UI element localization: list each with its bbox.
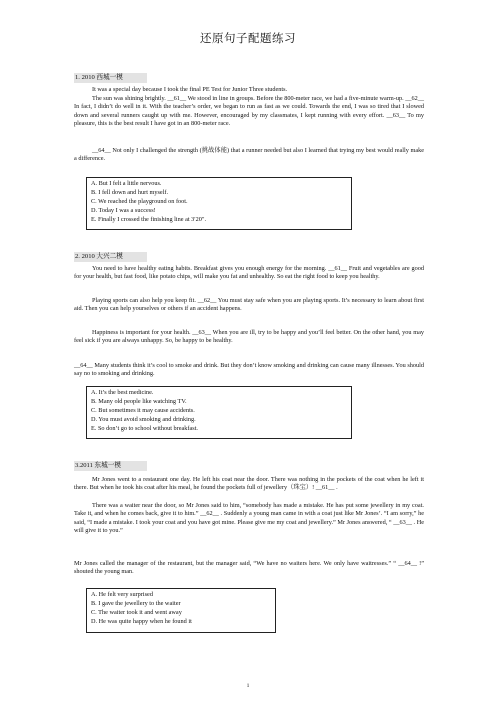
section-2-paragraph-1: You need to have healthy eating habits. Breakfast gives you enough energy for the morning. __61__ Fruit and vegetables are good for your health, but fast food, like potato chips, will make you fat and unhealthy. So eat the right food to keep you healthy. [74, 265, 424, 281]
section-1-paragraph-2: The sun was shining brightly. __61__ We stood in line in groups. Before the 800-meter race, we had a five-minute warm-up. __62__ In fact, I didn’t do well in it. With the teacher’s order, we began to run as fast as we could. Towards the end, I was so tired that I slowed down and several runners caught up with me. However, encouraged by my classmates, I kept running with every effort. __63__ To my pleasure, this is the best result I have got in an 800-meter race. [74, 95, 424, 128]
option-c: C. The waiter took it and went away [91, 608, 182, 616]
section-2-paragraph-4: __64__ Many students think it’s cool to smoke and drink. But they don’t know smoking and drinking can cause many illnesses. You should say no to smoking and drinking. [74, 362, 424, 378]
option-b: B. Many old people like watching TV. [91, 397, 187, 405]
option-a: A. It’s the best medicine. [91, 389, 154, 396]
option-a: A. But I felt a little nervous. [91, 180, 162, 187]
section-2-paragraph-3: Happiness is important for your health. __63__ When you are ill, try to be happy and you’ll feel better. On the other hand, you may feel sick if you are always unhappy. So, be happy to be healthy. [74, 329, 424, 345]
option-d: D. Today I was a success! [91, 206, 156, 214]
option-b: B. I fell down and hurt myself. [91, 188, 169, 196]
section-1-heading: 1. 2010 西城一模 [74, 73, 147, 83]
page-title: 还原句子配题练习 [200, 33, 296, 45]
section-3-options-box [86, 588, 276, 633]
option-e: E. Finally I crossed the finishing line at 3′20″. [91, 215, 207, 223]
option-c: C. But sometimes it may cause accidents. [91, 406, 195, 414]
section-1-options-box [86, 177, 352, 230]
option-d: D. He was quite happy when he found it [91, 617, 192, 625]
section-2-options-box [86, 386, 352, 439]
option-a: A. He felt very surprised [91, 591, 153, 598]
option-d: D. You must avoid smoking and drinking. [91, 415, 196, 423]
option-b: B. I gave the jewellery to the waiter [91, 599, 181, 607]
option-c: C. We reached the playground on foot. [91, 197, 188, 205]
section-3-heading: 3.2011 东城一模 [74, 461, 147, 471]
section-2-paragraph-2: Playing sports can also help you keep fit. __62__ You must stay safe when you are playing sports. It’s necessary to learn about first aid. Then you can help yourselves or others if an accident happens. [74, 297, 424, 313]
section-1-paragraph-1: It was a special day because I took the final PE Test for Junior Three students. [92, 86, 288, 93]
option-e: E. So don’t go to school without breakfast. [91, 424, 198, 432]
page-number: 1 [246, 683, 250, 689]
section-3-paragraph-2: There was a waiter near the door, so Mr Jones said to him, “somebody has made a mistake. He has put some jewellery in my coat. Take it, and when he comes back, give it to him.” __62__ . Suddenly a young man came in with a coat just like Mr Jones’. “I am sorry,” he said, “I made a mistake. I took your coat and you have got mine. Please give me my coat and jewellery.” Mr Jones answered, “ __63__ . He will give it to you.” [74, 502, 424, 535]
section-3-paragraph-1: Mr Jones went to a restaurant one day. He left his coat near the door. There was nothing in the pockets of the coat when he left it there. But when he took his coat after his meal, he found the pockets full of jewellery（珠宝）! __61__ . [74, 476, 424, 492]
section-2-heading: 2. 2010 大兴二模 [74, 252, 147, 262]
section-3-paragraph-3: Mr Jones called the manager of the restaurant, but the manager said, “We have no waiters here. We only have waitresses.” “ __64__ !” shouted the young man. [74, 560, 424, 576]
section-1-paragraph-3: __64__ Not only I challenged the strength (挑战体能) that a runner needed but also I learned that trying my best would really make a difference. [74, 147, 424, 163]
